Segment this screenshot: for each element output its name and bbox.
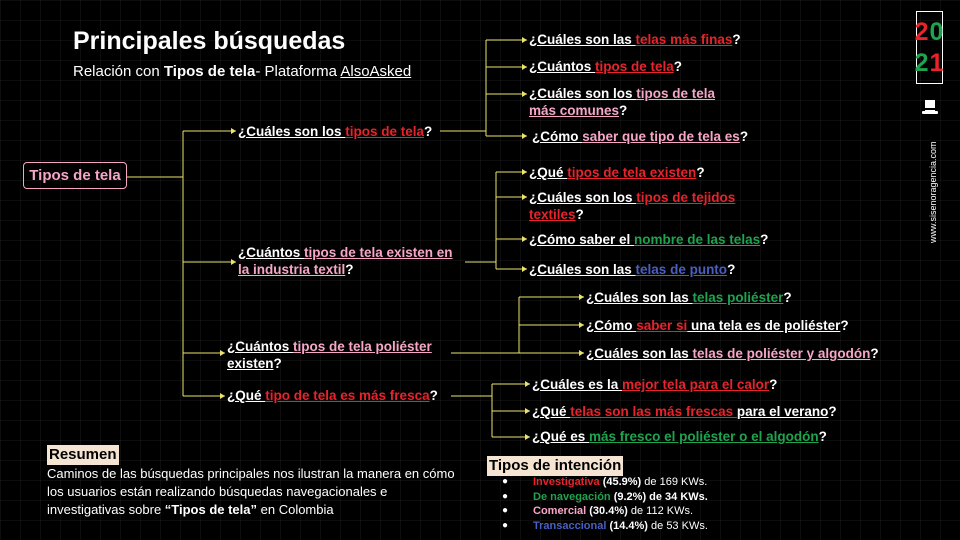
node-text-segment: más comunes <box>529 103 620 118</box>
node-line <box>586 289 792 306</box>
node-line <box>238 261 453 278</box>
node-line <box>529 189 735 206</box>
intent-item <box>502 519 708 534</box>
intent-percent: (30.4%) <box>589 505 628 517</box>
intent-list <box>502 475 708 533</box>
node-line <box>532 128 748 145</box>
node-text-segment: ¿Qué <box>532 404 571 419</box>
node-text-segment: ? <box>696 165 705 180</box>
node-text-segment: telas más finas <box>635 32 733 47</box>
intent-count: de 169 KWs. <box>641 476 708 488</box>
node-text-segment: ? <box>769 377 778 392</box>
node-text-segment: ? <box>345 262 354 277</box>
node-saber-si-poliester[interactable] <box>586 317 849 334</box>
node-line <box>529 164 705 181</box>
node-poliester-algodon[interactable] <box>586 345 879 362</box>
arrow-head-icon <box>220 350 225 356</box>
node-line <box>227 338 432 355</box>
node-text-segment: ? <box>619 103 628 118</box>
node-saber-tipo-tela[interactable] <box>532 128 748 145</box>
node-line <box>529 102 715 119</box>
node-cuantos-tipos-poliester[interactable] <box>227 338 432 372</box>
node-text-segment: nombre de las telas <box>634 232 761 247</box>
arrow-head-icon <box>522 91 527 97</box>
intent-percent: (45.9%) <box>602 476 642 488</box>
node-text-segment: ? <box>727 262 736 277</box>
node-text-segment: ¿Cuántos <box>227 339 293 354</box>
node-text-segment: ? <box>739 129 749 144</box>
node-tipos-mas-comunes[interactable] <box>529 85 715 119</box>
node-text-segment: la industria textil <box>238 262 346 277</box>
node-cuales-tipos-tela[interactable] <box>238 123 432 140</box>
node-text-segment: una tela es de poliéster <box>687 318 841 333</box>
node-text-segment: tipos de tela existen en <box>304 245 453 260</box>
page-subtitle: Relación con Tipos de tela- Plataforma AlsoAsked <box>73 63 412 80</box>
arrow-head-icon <box>579 322 584 328</box>
node-text-segment: tipos de tela poliéster <box>293 339 432 354</box>
node-text-segment: para el verano <box>736 404 829 419</box>
node-text-segment: ? <box>429 388 438 403</box>
arrow-head-icon <box>525 434 530 440</box>
node-text-segment: ? <box>273 356 282 371</box>
arrow-head-icon <box>579 350 584 356</box>
node-line <box>529 231 768 248</box>
node-text-segment: existen <box>227 356 274 371</box>
node-text-segment: ¿Qué <box>529 165 568 180</box>
node-text-segment: telas son las más frescas <box>570 404 737 419</box>
node-text-segment: saber si <box>636 318 688 333</box>
intent-item <box>502 475 708 490</box>
node-line <box>529 206 735 223</box>
node-text-segment: ? <box>732 32 741 47</box>
node-line <box>529 85 715 102</box>
node-text-segment: más fresco el poliéster o el algodón <box>589 429 819 444</box>
node-text-segment: ¿Cuáles son las <box>586 346 693 361</box>
intent-count: de 112 KWs. <box>627 505 694 517</box>
arrow-head-icon <box>522 236 527 242</box>
arrow-head-icon <box>522 37 527 43</box>
node-text-segment: ¿Cuáles son las <box>529 262 636 277</box>
node-text-segment: ¿Cuáles son los <box>529 86 637 101</box>
intent-name: Transaccional <box>533 519 607 532</box>
node-text-segment: ? <box>828 404 837 419</box>
node-text-segment: ? <box>673 59 683 74</box>
node-line <box>529 261 735 278</box>
arrow-head-icon <box>522 194 527 200</box>
node-text-segment: ? <box>783 290 792 305</box>
node-text-segment: ? <box>424 124 433 139</box>
intent-percent: (14.4%) <box>609 519 648 532</box>
intent-title: Tipos de intención <box>489 457 622 474</box>
node-telas-frescas-verano[interactable] <box>532 403 837 420</box>
node-text-segment: ? <box>840 318 849 333</box>
intent-count: de 53 KWs. <box>647 519 708 532</box>
arrow-head-icon <box>522 64 527 70</box>
node-text-segment: tipos de tela <box>345 124 425 139</box>
node-text-segment: ¿Qué <box>227 388 266 403</box>
arrow-head-icon <box>231 128 236 134</box>
node-text-segment: ? <box>818 429 827 444</box>
node-line <box>586 345 879 362</box>
node-line <box>238 123 432 140</box>
node-line <box>529 58 682 75</box>
node-text-segment: telas de poliéster y algodón <box>692 346 871 361</box>
node-text-segment: ? <box>870 346 879 361</box>
node-text-segment: ¿Cómo <box>586 318 637 333</box>
intent-count: de 34 KWs. <box>646 490 708 503</box>
node-tipos-tejidos-textiles[interactable] <box>529 189 735 223</box>
node-telas-poliester[interactable] <box>586 289 792 306</box>
node-telas-mas-finas[interactable] <box>529 31 741 48</box>
node-line <box>227 355 432 372</box>
node-text-segment: ¿Cómo saber el <box>529 232 635 247</box>
node-telas-de-punto[interactable] <box>529 261 735 278</box>
node-text-segment: ¿Cuántos <box>529 59 595 74</box>
page-title: Principales búsquedas <box>73 27 346 55</box>
node-text-segment: tipos de tela <box>636 86 716 101</box>
intent-name: Comercial <box>533 505 587 517</box>
node-text-segment: ¿Qué es <box>532 429 590 444</box>
node-line <box>532 403 837 420</box>
node-que-tipo-mas-fresca[interactable] <box>227 387 438 404</box>
node-text-segment: ? <box>575 207 584 222</box>
node-text-segment: ¿Cuáles son las <box>586 290 693 305</box>
node-text-segment: tipos de tela existen <box>567 165 697 180</box>
node-que-tipos-existen[interactable] <box>529 164 705 181</box>
node-text-segment: telas de punto <box>635 262 728 277</box>
node-text-segment: mejor tela para el calor <box>622 377 770 392</box>
node-cuantos-tipos-tela[interactable] <box>529 58 682 75</box>
summary-text: Caminos de las búsquedas principales nos ilustran la manera en cómo los usuarios están realizando búsquedas navegacionales e investigativas sobre “Tipos de tela” en Colombia <box>47 466 455 517</box>
node-line <box>586 317 849 334</box>
arrow-head-icon <box>231 259 236 265</box>
node-cuantos-tipos-industria[interactable] <box>238 244 453 278</box>
node-text-segment: ¿Cuáles son las <box>529 32 636 47</box>
node-text-segment: ¿Cuántos <box>238 245 304 260</box>
intent-item <box>502 504 708 519</box>
intent-percent: (9.2%) <box>613 490 647 503</box>
arrow-head-icon <box>579 294 584 300</box>
node-text-segment: ¿Cuáles son los <box>238 124 346 139</box>
intent-item <box>502 490 708 505</box>
node-text-segment: saber que tipo de tela es <box>582 129 740 144</box>
node-text-segment: tipo de tela es más fresca <box>265 388 430 403</box>
summary-title: Resumen <box>49 446 117 463</box>
website-url[interactable]: www.sisenoragencia.com <box>928 141 938 243</box>
node-line <box>227 387 438 404</box>
node-line <box>529 31 741 48</box>
node-fresco-poliester-algodon[interactable] <box>532 428 827 445</box>
arrow-head-icon <box>522 266 527 272</box>
intent-name: De navegación <box>533 490 611 503</box>
intent-name: Investigativa <box>533 476 600 488</box>
node-nombre-telas[interactable] <box>529 231 768 248</box>
node-text-segment: telas poliéster <box>692 290 784 305</box>
root-node: Tipos de tela <box>23 162 127 189</box>
node-text-segment: tipos de tejidos <box>636 190 736 205</box>
node-text-segment: textiles <box>529 207 576 222</box>
arrow-head-icon <box>522 133 527 139</box>
node-mejor-tela-calor[interactable] <box>532 376 777 393</box>
node-text-segment: tipos de tela <box>595 59 674 74</box>
node-text-segment: ¿Cuáles es la <box>532 377 623 392</box>
node-line <box>238 244 453 261</box>
node-text-segment: ? <box>760 232 769 247</box>
arrow-head-icon <box>220 393 225 399</box>
arrow-head-icon <box>525 408 530 414</box>
node-text-segment: ¿Cómo <box>532 129 583 144</box>
arrow-head-icon <box>522 169 527 175</box>
node-line <box>532 428 827 445</box>
top-hat-icon <box>921 98 939 116</box>
arrow-head-icon <box>525 381 530 387</box>
node-line <box>532 376 777 393</box>
node-text-segment: ¿Cuáles son los <box>529 190 637 205</box>
brand-logo: 20 21 <box>916 11 943 84</box>
